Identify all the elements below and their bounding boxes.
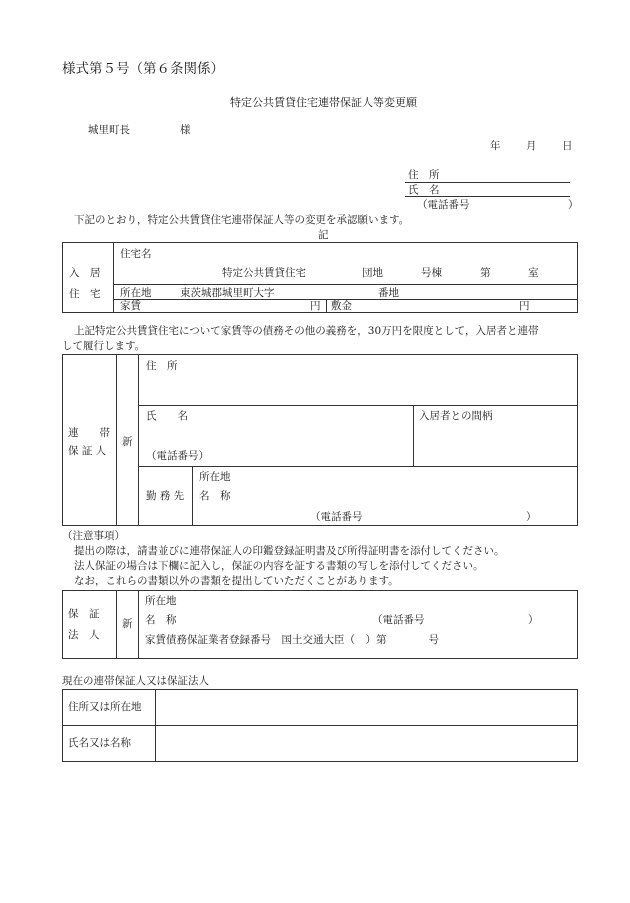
- guarantee-text-line1: 上記特定公共賃貸住宅について家賃等の債務その他の義務を，30万円を限度として，入居者と連帯: [74, 325, 539, 337]
- complex-label: 団地: [362, 267, 383, 279]
- page-title: 特定公共賃貸住宅連帯保証人等変更願: [230, 96, 417, 109]
- notes-heading: （注意事項）: [62, 530, 125, 542]
- current-name-label: 氏名又は名称: [68, 737, 131, 749]
- location-value: 東茨城郡城里町大字: [180, 287, 275, 299]
- guarantor-address-field[interactable]: [139, 375, 576, 404]
- date-month: 月: [526, 140, 537, 152]
- corporate-label-bottom: 法 人: [68, 629, 100, 641]
- location-label: 所在地: [120, 287, 152, 299]
- note-item-1: 提出の際は，請書並びに連帯保証人の印鑑登録証明書及び所得証明書を添付してください。: [74, 545, 505, 557]
- registration-number-label: 家賃債務保証業者登録番号 国土交通大臣（ ）第 号: [145, 634, 439, 646]
- relationship-field[interactable]: [414, 425, 576, 465]
- note-item-2: 法人保証の場合は下欄に記入し，保証の内容を証する書類の写しを添付してください。: [74, 560, 484, 572]
- corporate-new-label: 新: [122, 618, 133, 630]
- housing-type: 特定公共賃貸住宅: [222, 267, 306, 279]
- corporate-location-label: 所在地: [145, 595, 177, 607]
- current-address-label: 住所又は所在地: [68, 701, 142, 713]
- guarantee-text-line2: して履行します。: [62, 340, 146, 352]
- rent-label: 家賃: [120, 300, 141, 312]
- applicant-phone-close: ）: [568, 199, 579, 211]
- workplace-label: 勤 務 先: [146, 490, 185, 502]
- applicant-name-label: 氏 名: [408, 184, 440, 196]
- corporate-label-top: 保 証: [68, 608, 100, 620]
- request-text: 下記のとおり，特定公共賃貸住宅連帯保証人等の変更を承認願います。: [74, 214, 410, 226]
- room-label: 室: [528, 267, 539, 279]
- current-guarantor-heading: 現在の連帯保証人又は保証法人: [62, 675, 209, 687]
- current-address-field[interactable]: [156, 690, 576, 724]
- workplace-phone-open: （電話番号: [310, 511, 363, 523]
- guarantor-phone-label: （電話番号）: [146, 450, 209, 462]
- joint-guarantor-label-top: 連 帯: [68, 427, 110, 439]
- date-day: 日: [562, 140, 573, 152]
- deposit-label: 敷金: [331, 300, 352, 312]
- workplace-name-label: 名 称: [199, 490, 231, 502]
- honorific: 様: [180, 124, 191, 136]
- date-year: 年: [490, 140, 501, 152]
- unit-prefix: 第: [480, 267, 491, 279]
- applicant-address-label: 住 所: [408, 169, 440, 181]
- guarantor-name-label: 氏 名: [146, 410, 188, 422]
- applicant-address-line[interactable]: [405, 182, 570, 183]
- building-label: 号棟: [421, 267, 442, 279]
- ki-heading: 記: [318, 229, 329, 241]
- housing-name-label: 住宅名: [120, 248, 152, 260]
- workplace-phone-close: ）: [526, 511, 537, 523]
- note-item-3: なお，これらの書類以外の書類を提出していただくことがあります。: [74, 575, 399, 587]
- corporate-phone-open: （電話番号: [372, 614, 425, 626]
- relationship-label: 入居者との間柄: [419, 410, 493, 422]
- rent-yen: 円: [310, 300, 321, 312]
- applicant-name-line[interactable]: [405, 196, 570, 197]
- applicant-phone-open: （電話番号: [417, 199, 470, 211]
- joint-guarantor-label-bottom: 保 証 人: [68, 445, 107, 457]
- residence-label-bottom: 住 宅: [69, 288, 101, 300]
- form-number: 様式第５号（第６条関係）: [62, 61, 224, 77]
- residence-label-top: 入 居: [69, 267, 101, 279]
- deposit-yen: 円: [519, 300, 530, 312]
- banchi-label: 番地: [378, 287, 399, 299]
- guarantor-address-label: 住 所: [146, 360, 178, 372]
- corporate-name-label: 名 称: [145, 614, 177, 626]
- corporate-phone-close: ）: [528, 614, 539, 626]
- joint-new-label: 新: [122, 436, 133, 448]
- guarantor-name-field[interactable]: [139, 425, 412, 449]
- addressee: 城里町長: [88, 124, 130, 136]
- current-name-field[interactable]: [156, 726, 576, 760]
- workplace-location-label: 所在地: [199, 471, 231, 483]
